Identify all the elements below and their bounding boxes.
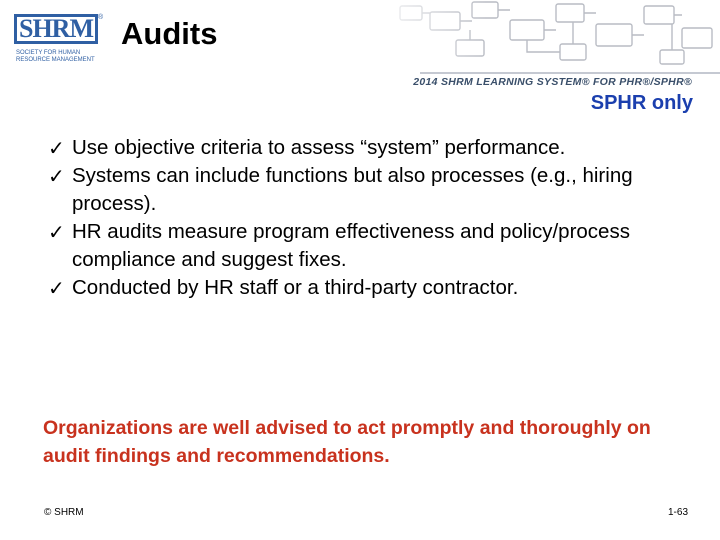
check-icon: ✓ (48, 136, 65, 160)
check-icon: ✓ (48, 220, 65, 244)
page-number: 1-63 (667, 507, 688, 518)
bullet-text: Conducted by HR staff or a third-party contractor. (72, 276, 519, 299)
callout-text: Organizations are well advised to act promptly and thoroughly on audit findings and recommendations. (43, 417, 651, 467)
bullet-item (48, 218, 688, 274)
bullet-item (48, 274, 688, 302)
shrm-logo (14, 14, 104, 74)
bullet-item (48, 134, 688, 162)
header-decoration (360, 0, 720, 76)
bullet-text: HR audits measure program effectiveness and policy/process compliance and suggest fixes. (72, 220, 630, 271)
slide-title: Audits (121, 16, 218, 51)
bullet-text: Systems can include functions but also processes (e.g., hiring process). (72, 164, 633, 215)
check-icon: ✓ (48, 276, 65, 300)
bullet-text: Use objective criteria to assess “system” performance. (72, 136, 566, 159)
bullet-item (48, 162, 688, 218)
sphr-only-tag: SPHR only (590, 92, 693, 114)
check-icon: ✓ (48, 164, 65, 188)
logo-registered-mark: ® (98, 14, 104, 21)
bullet-list (48, 134, 688, 302)
logo-wordmark: SHRM (14, 14, 98, 44)
copyright: © SHRM (44, 507, 84, 518)
logo-subtitle: SOCIETY FOR HUMAN RESOURCE MANAGEMENT (16, 50, 95, 63)
slide-header (0, 0, 720, 92)
learning-system-banner: 2014 SHRM LEARNING SYSTEM® FOR PHR®/SPHR® (413, 76, 692, 88)
